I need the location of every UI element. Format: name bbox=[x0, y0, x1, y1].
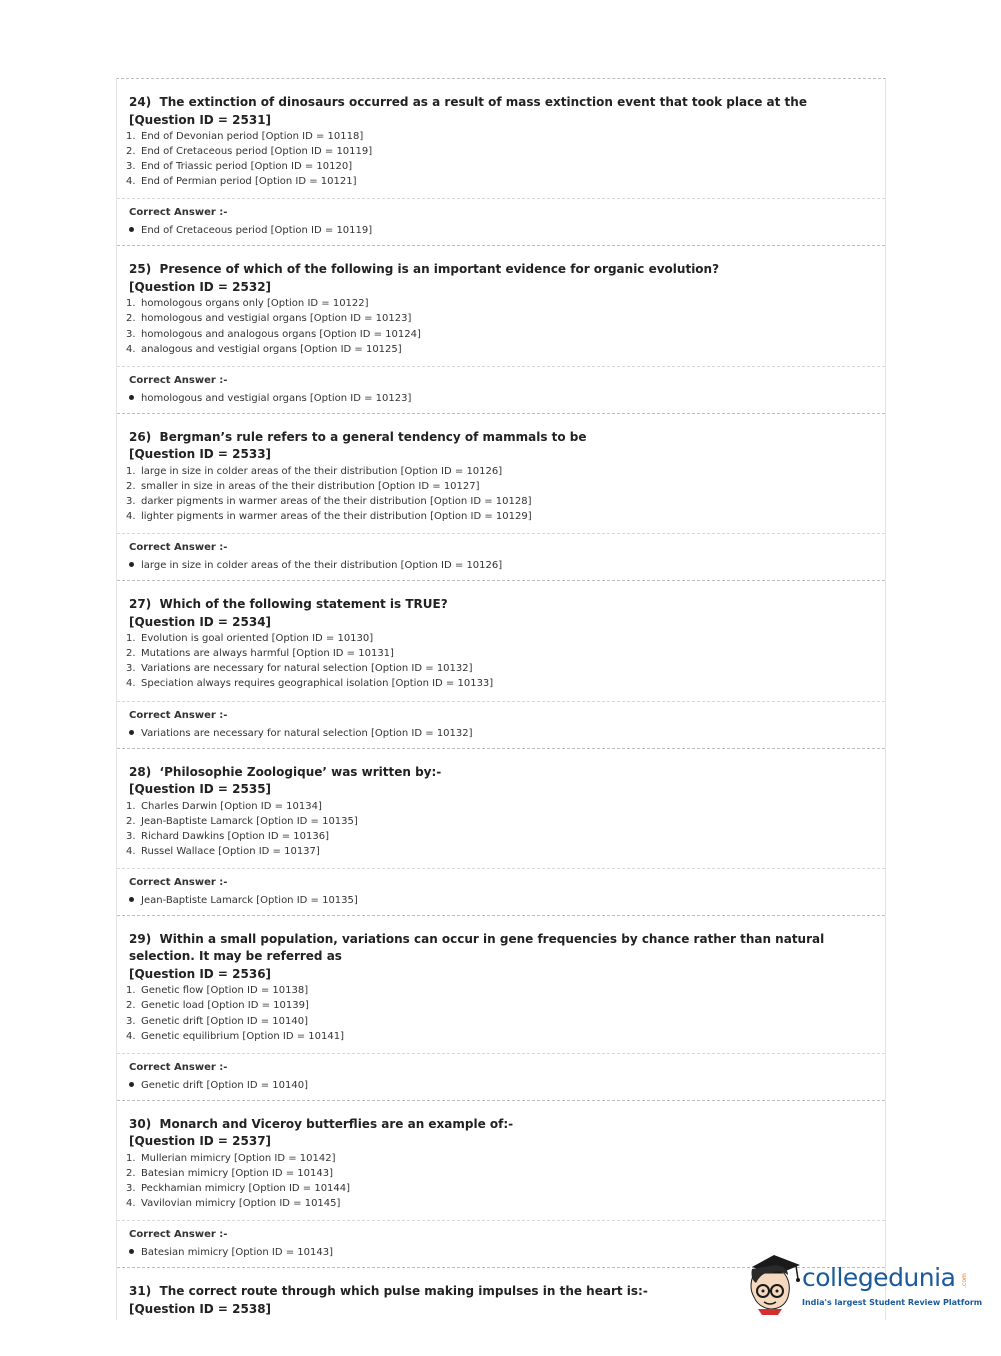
question-id: [Question ID = 2535] bbox=[129, 782, 272, 796]
options-list bbox=[117, 129, 885, 198]
question-paper-sheet bbox=[116, 78, 886, 1320]
correct-answer-label: Correct Answer :- bbox=[129, 709, 228, 721]
question-id: [Question ID = 2537] bbox=[129, 1134, 272, 1149]
option-item: 2. Genetic load [Option ID = 10139] bbox=[126, 1000, 309, 1012]
question-text: 28) ‘Philosophie Zoologique’ was written by:- bbox=[129, 764, 442, 779]
bullet-icon bbox=[129, 897, 134, 902]
options-list bbox=[117, 983, 885, 1052]
option-item: 2. smaller in size in areas of the their distribution [Option ID = 10127] bbox=[126, 480, 480, 492]
correct-answer-section bbox=[117, 366, 885, 413]
question-id: [Question ID = 2534] bbox=[129, 614, 272, 629]
brand-tld: .com bbox=[960, 1273, 968, 1288]
option-item: 2. Batesian mimicry [Option ID = 10143] bbox=[126, 1167, 333, 1179]
option-item: 1. Charles Darwin [Option ID = 10134] bbox=[126, 800, 322, 812]
question-block bbox=[117, 749, 885, 916]
option-item: 3. Variations are necessary for natural selection [Option ID = 10132] bbox=[126, 663, 473, 675]
option-item: 4. Vavilovian mimicry [Option ID = 10145] bbox=[126, 1198, 341, 1210]
option-item: 4. analogous and vestigial organs [Option ID = 10125] bbox=[126, 343, 402, 355]
question-text: 26) Bergman’s rule refers to a general tendency of mammals to be bbox=[129, 429, 587, 444]
question-id: [Question ID = 2538] bbox=[129, 1301, 272, 1316]
correct-answer: Genetic drift [Option ID = 10140] bbox=[129, 1076, 873, 1095]
option-item: 1. homologous organs only [Option ID = 10122] bbox=[126, 298, 369, 310]
brand-name: collegedunia bbox=[802, 1263, 956, 1292]
option-item: 4. Genetic equilibrium [Option ID = 10141] bbox=[126, 1030, 344, 1042]
bullet-icon bbox=[129, 1249, 134, 1254]
option-item: 4. End of Permian period [Option ID = 10121] bbox=[126, 176, 357, 188]
option-item: 1. End of Devonian period [Option ID = 10118] bbox=[126, 131, 364, 142]
options-list bbox=[117, 1151, 885, 1220]
correct-answer-section bbox=[117, 1053, 885, 1100]
question-id: [Question ID = 2531] bbox=[129, 112, 272, 127]
option-item: 3. End of Triassic period [Option ID = 10120] bbox=[126, 161, 353, 173]
question-block bbox=[117, 581, 885, 748]
option-item: 4. Russel Wallace [Option ID = 10137] bbox=[126, 845, 320, 857]
option-item: 3. homologous and analogous organs [Option ID = 10124] bbox=[126, 328, 421, 340]
brand-tagline: India's largest Student Review Platform bbox=[802, 1298, 983, 1307]
correct-answer-label: Correct Answer :- bbox=[129, 542, 228, 554]
bullet-icon bbox=[129, 562, 134, 567]
bullet-icon bbox=[129, 227, 134, 232]
question-block bbox=[117, 414, 885, 581]
correct-answer-section bbox=[117, 198, 885, 245]
correct-answer-section bbox=[117, 533, 885, 580]
question-text: 29) Within a small population, variations can occur in gene frequencies by chance rather than natural selection. It may be referred as bbox=[129, 931, 825, 964]
mascot-icon bbox=[744, 1253, 804, 1315]
question-text: 30) Monarch and Viceroy butterflies are an example of:- bbox=[129, 1116, 514, 1131]
option-item: 3. darker pigments in warmer areas of the their distribution [Option ID = 10128] bbox=[126, 495, 532, 507]
correct-answer-label: Correct Answer :- bbox=[129, 207, 228, 219]
option-item: 4. lighter pigments in warmer areas of the their distribution [Option ID = 10129] bbox=[126, 511, 532, 523]
options-list bbox=[117, 464, 885, 533]
question-text: 27) Which of the following statement is TRUE? bbox=[129, 597, 448, 612]
options-list bbox=[117, 631, 885, 700]
correct-answer: End of Cretaceous period [Option ID = 10119] bbox=[129, 221, 873, 240]
option-item: 1. Mullerian mimicry [Option ID = 10142] bbox=[126, 1152, 336, 1164]
correct-answer: large in size in colder areas of the their distribution [Option ID = 10126] bbox=[129, 556, 873, 575]
correct-answer: Variations are necessary for natural selection [Option ID = 10132] bbox=[129, 724, 873, 743]
question-block bbox=[117, 79, 885, 246]
option-item: 2. End of Cretaceous period [Option ID = 10119] bbox=[126, 146, 373, 158]
option-item: 3. Peckhamian mimicry [Option ID = 10144] bbox=[126, 1182, 351, 1194]
option-item: 1. Evolution is goal oriented [Option ID = 10130] bbox=[126, 633, 374, 645]
correct-answer: Jean-Baptiste Lamarck [Option ID = 10135] bbox=[129, 891, 873, 910]
question-text: 25) Presence of which of the following is an important evidence for organic evolution? bbox=[129, 262, 720, 277]
option-item: 2. Jean-Baptiste Lamarck [Option ID = 10135] bbox=[126, 815, 358, 827]
correct-answer: homologous and vestigial organs [Option ID = 10123] bbox=[129, 389, 873, 408]
correct-answer-label: Correct Answer :- bbox=[129, 1229, 228, 1241]
options-list bbox=[117, 296, 885, 365]
question-block bbox=[117, 916, 885, 1101]
correct-answer-section bbox=[117, 868, 885, 915]
option-item: 1. large in size in colder areas of the their distribution [Option ID = 10126] bbox=[126, 465, 503, 477]
correct-answer-label: Correct Answer :- bbox=[129, 876, 228, 888]
question-text: 24) The extinction of dinosaurs occurred as a result of mass extinction event that took place at the bbox=[129, 95, 807, 109]
question-text: 31) The correct route through which pulse making impulses in the heart is:- bbox=[129, 1284, 648, 1299]
brand-logo bbox=[744, 1253, 983, 1323]
question-id: [Question ID = 2532] bbox=[129, 279, 272, 294]
option-item: 1. Genetic flow [Option ID = 10138] bbox=[126, 985, 309, 997]
question-id: [Question ID = 2533] bbox=[129, 447, 272, 462]
option-item: 2. homologous and vestigial organs [Option ID = 10123] bbox=[126, 313, 412, 325]
question-block bbox=[117, 1101, 885, 1268]
bullet-icon bbox=[129, 1082, 134, 1087]
option-item: 4. Speciation always requires geographical isolation [Option ID = 10133] bbox=[126, 678, 494, 690]
question-block bbox=[117, 246, 885, 413]
option-item: 3. Richard Dawkins [Option ID = 10136] bbox=[126, 830, 330, 842]
option-item: 3. Genetic drift [Option ID = 10140] bbox=[126, 1015, 309, 1027]
question-id: [Question ID = 2536] bbox=[129, 966, 272, 981]
options-list bbox=[117, 799, 885, 868]
correct-answer-label: Correct Answer :- bbox=[129, 374, 228, 386]
correct-answer: Batesian mimicry [Option ID = 10143] bbox=[129, 1243, 873, 1262]
correct-answer-section bbox=[117, 701, 885, 748]
bullet-icon bbox=[129, 730, 134, 735]
bullet-icon bbox=[129, 395, 134, 400]
option-item: 2. Mutations are always harmful [Option ID = 10131] bbox=[126, 648, 394, 660]
correct-answer-label: Correct Answer :- bbox=[129, 1061, 228, 1073]
